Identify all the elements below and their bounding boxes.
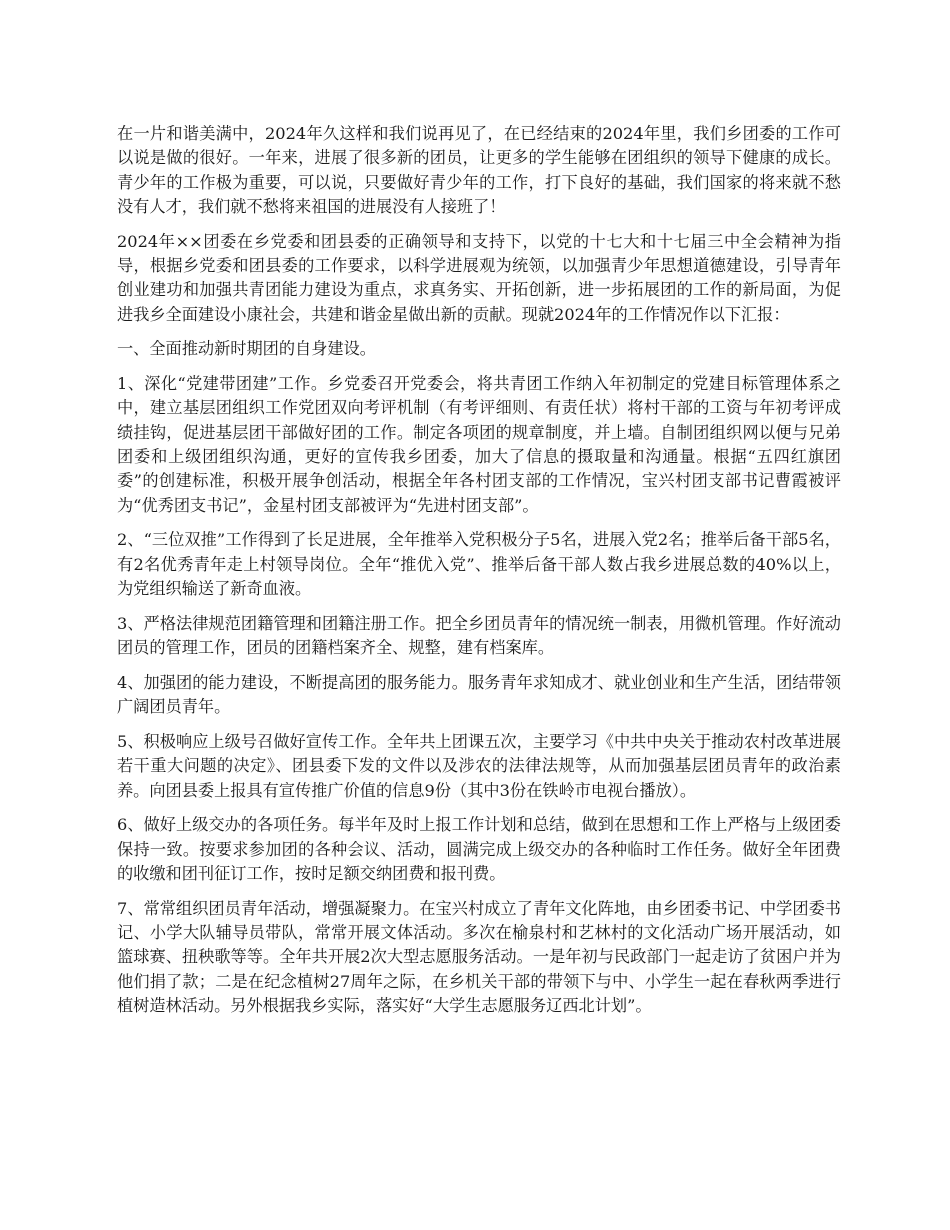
- paragraph-item-7: 7、常常组织团员青年活动，增强凝聚力。在宝兴村成立了青年文化阵地，由乡团委书记、中学团委书记、小学大队辅导员带队，常常开展文体活动。多次在榆泉村和艺林村的文化活动广场开展活动，如篮球赛、扭秧歌等等。全年共开展2次大型志愿服务活动。一是年初与民政部门一起走访了贫困户并为他们捐了款；二是在纪念植树27周年之际，在乡机关干部的带领下与中、小学生一起在春秋两季进行植树造林活动。另外根据我乡实际，落实好“大学生志愿服务辽西北计划”。: [117, 898, 841, 1015]
- section-heading-1: 一、全面推动新时期团的自身建设。: [117, 339, 376, 359]
- paragraph-item-1: 1、深化“党建带团建”工作。乡党委召开党委会，将共青团工作纳入年初制定的党建目标管理体系之中，建立基层团组织工作党团双向考评机制（有考评细则、有责任状）将村干部的工资与年初考评成绩挂钩，促进基层团干部做好团的工作。制定各项团的规章制度，并上墙。自制团组织网以便与兄弟团委和上级团组织沟通，更好的宣传我乡团委，加大了信息的摄取量和沟通量。根据“五四红旗团委”的创建标准，积极开展争创活动，根据全年各村团支部的工作情况，宝兴村团支部书记曹霞被评为“优秀团支书记”，金星村团支部被评为“先进村团支部”。: [117, 374, 841, 515]
- paragraph-intro: 在一片和谐美满中，2024年久这样和我们说再见了，在已经结束的2024年里，我们乡团委的工作可以说是做的很好。一年来，进展了很多新的团员，让更多的学生能够在团组织的领导下健康的成长。青少年的工作极为重要，可以说，只要做好青少年的工作，打下良好的基础，我们国家的将来就不愁没有人才，我们就不愁将来祖国的进展没有人接班了！: [117, 124, 841, 216]
- paragraph-item-6: 6、做好上级交办的各项任务。每半年及时上报工作计划和总结，做到在思想和工作上严格与上级团委保持一致。按要求参加团的各种会议、活动，圆满完成上级交办的各种临时工作任务。做好全年团费的收缴和团刊征订工作，按时足额交纳团费和报刊费。: [117, 815, 841, 884]
- paragraph-item-3: 3、严格法律规范团籍管理和团籍注册工作。把全乡团员青年的情况统一制表，用微机管理。作好流动团员的管理工作，团员的团籍档案齐全、规整，建有档案库。: [117, 613, 841, 658]
- paragraph-item-5: 5、积极响应上级号召做好宣传工作。全年共上团课五次，主要学习《中共中央关于推动农村改革进展若干重大问题的决定》、团县委下发的文件以及涉农的法律法规等，从而加强基层团员青年的政治素养。向团县委上报具有宣传推广价值的信息9份（其中3份在铁岭市电视台播放）。: [117, 732, 841, 800]
- paragraph-overview: 2024年××团委在乡党委和团县委的正确领导和支持下，以党的十七大和十七届三中全会精神为指导，根据乡党委和团县委的工作要求，以科学进展观为统领，以加强青少年思想道德建设，引导青年创业建功和加强共青团能力建设为重点，求真务实、开拓创新，进一步拓展团的工作的新局面，为促进我乡全面建设小康社会，共建和谐金星做出新的贡献。现就2024年的工作情况作以下汇报：: [117, 231, 841, 324]
- paragraph-item-4: 4、加强团的能力建设，不断提高团的服务能力。服务青年求知成才、就业创业和生产生活，团结带领广阔团员青年。: [117, 672, 841, 717]
- paragraph-item-2: 2、“三位双推”工作得到了长足进展，全年推举入党积极分子5名，进展入党2名；推举后备干部5名，有2名优秀青年走上村领导岗位。全年“推优入党”、推举后备干部人数占我乡进展总数的40%以上，为党组织输送了新奇血液。: [117, 530, 841, 599]
- document-body: [117, 122, 841, 1029]
